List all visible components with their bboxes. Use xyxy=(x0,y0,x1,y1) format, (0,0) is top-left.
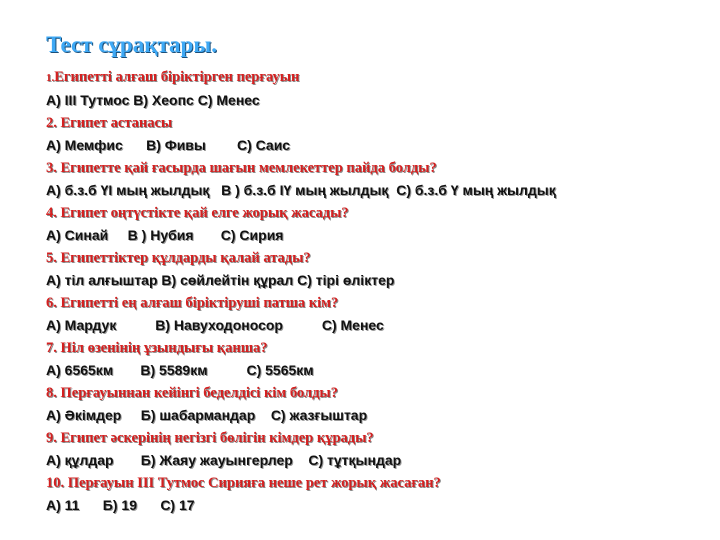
question-text xyxy=(46,157,706,179)
question-number: 9. xyxy=(46,430,57,446)
question-text xyxy=(46,382,706,404)
question-2 xyxy=(46,112,706,157)
question-8 xyxy=(46,382,706,427)
question-number: 8. xyxy=(46,385,57,401)
question-text xyxy=(46,247,706,269)
question-text xyxy=(46,337,706,359)
question-label: Египетті ең алғаш біріктіруші патша кім? xyxy=(60,295,339,311)
answer-options: А) Синай В ) Нубия С) Сирия xyxy=(46,227,284,243)
question-9 xyxy=(46,427,706,472)
slide-title: Тест сұрақтары. xyxy=(46,32,218,57)
question-text xyxy=(46,472,706,494)
question-label: Египеттіктер құлдарды қалай атады? xyxy=(60,250,311,266)
question-number: 3. xyxy=(46,160,57,176)
answer-options: А) 6565км В) 5589км С) 5565км xyxy=(46,362,314,378)
question-10 xyxy=(46,472,706,517)
question-text xyxy=(46,112,706,134)
question-number: 2. xyxy=(46,115,57,131)
question-number: 4. xyxy=(46,205,57,221)
question-5 xyxy=(46,247,706,292)
question-4 xyxy=(46,202,706,247)
answer-options: А) Мардук В) Навуходоносор С) Менес xyxy=(46,317,384,333)
answer-options: А) Әкімдер Б) шабармандар С) жазғыштар xyxy=(46,407,368,423)
question-label: Перғауын ІІІ Тутмос Сирияға неше рет жорық жасаған? xyxy=(67,475,441,491)
question-3 xyxy=(46,157,706,202)
answer-options: А) тіл алғыштар В) сөйлейтін құрал С) тірі өліктер xyxy=(46,272,395,288)
answer-options: А) 11 Б) 19 С) 17 xyxy=(46,497,195,513)
question-text xyxy=(46,427,706,449)
question-label: Египет оңтүстікте қай елге жорық жасады? xyxy=(60,205,349,221)
question-label: Перғауыннан кейінгі беделдісі кім болды? xyxy=(60,385,338,401)
answer-options: А) құлдар Б) Жаяу жауынгерлер С) тұтқындар xyxy=(46,452,402,468)
answer-options: А) ІІІ Тутмос В) Хеопс С) Менес xyxy=(46,92,260,108)
question-label: Египетте қай ғасырда шағын мемлекеттер пайда болды? xyxy=(60,160,437,176)
question-6 xyxy=(46,292,706,337)
question-number: 10. xyxy=(46,475,65,491)
slide xyxy=(46,30,706,517)
question-label: Египет әскерінің негізгі бөлігін кімдер құрады? xyxy=(60,430,374,446)
answer-options: А) Мемфис В) Фивы С) Саис xyxy=(46,137,291,153)
question-number: 1. xyxy=(46,72,55,84)
question-number: 5. xyxy=(46,250,57,266)
question-label: Египет астанасы xyxy=(60,115,173,131)
question-text xyxy=(46,66,706,89)
question-7 xyxy=(46,337,706,382)
question-text xyxy=(46,202,706,224)
question-1 xyxy=(46,66,706,112)
question-number: 6. xyxy=(46,295,57,311)
question-number: 7. xyxy=(46,340,57,356)
question-label: Египетті алғаш біріктірген перғауын xyxy=(54,69,300,85)
question-text xyxy=(46,292,706,314)
question-label: Ніл өзенінің ұзындығы қанша? xyxy=(60,340,268,356)
answer-options: А) б.з.б ҮІ мың жылдық В ) б.з.б ІҮ мың жылдық С) б.з.б Ү мың жылдық xyxy=(46,182,556,198)
